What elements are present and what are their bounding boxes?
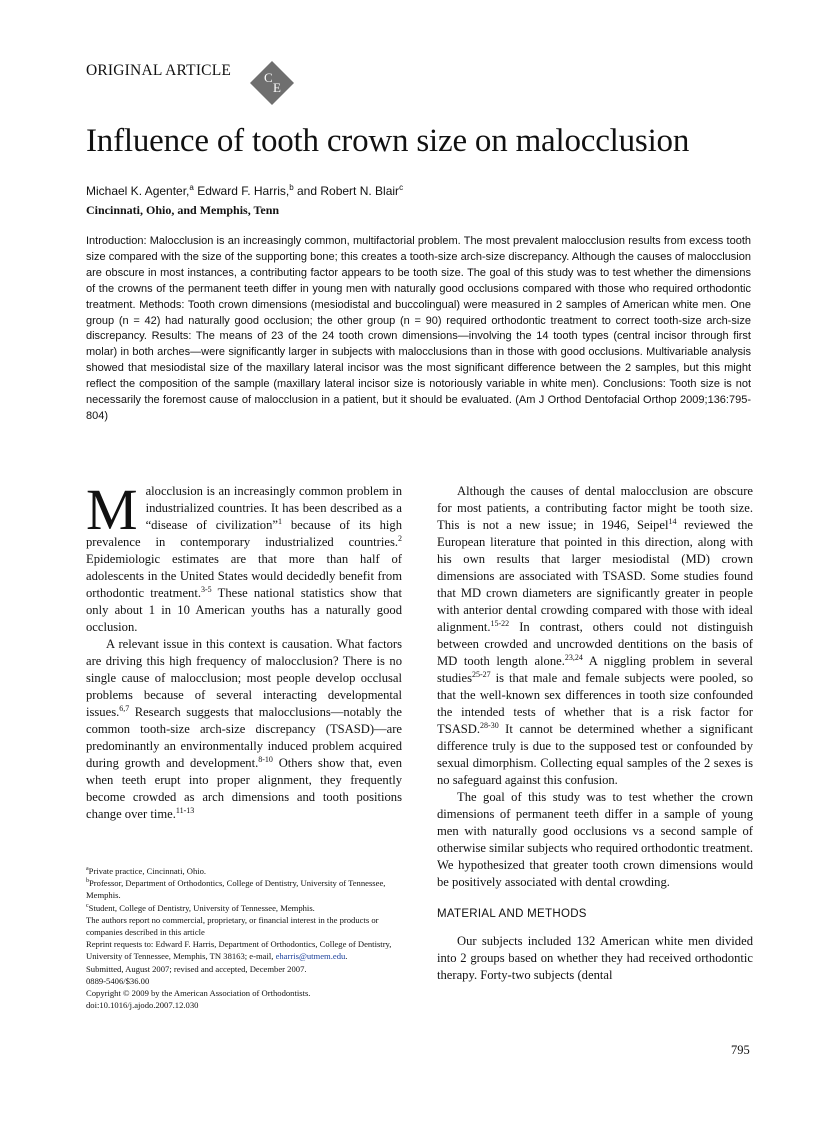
footnote-a: $^a$Private practice, Cincinnati, Ohio.	[86, 866, 207, 876]
citation-ref: 15-22	[490, 618, 510, 628]
author-affiliation-mark: a	[189, 183, 194, 192]
citation-ref: 14	[668, 516, 677, 526]
author-name: and Robert N. Blair	[293, 184, 400, 198]
citation-ref: 23,24	[564, 652, 583, 662]
disclosure-note: The authors report no commercial, proprietary, or financial interest in the products or companies described in this article	[86, 914, 379, 938]
intro-paragraph-2	[86, 636, 402, 823]
author-affiliation-mark: b	[289, 183, 294, 192]
submission-dates: Submitted, August 2007; revised and accepted, December 2007.	[86, 963, 307, 974]
page-number: 795	[731, 1043, 750, 1057]
badge-letter-e: E	[273, 80, 281, 95]
body-text-run: Epidemiologic estimates are that more than half of adolescents in the United States would decidedly benefit from orthodontic treatment.	[86, 552, 402, 600]
affiliation-footnotes	[86, 865, 402, 1011]
citation-ref: 3-5	[200, 584, 212, 594]
body-text-run: Others show that, even when teeth erupt into proper alignment, they frequently become crowded as arch dimensions and tooth positions change over time.	[86, 756, 402, 821]
citation-ref: 8-10	[258, 754, 273, 764]
section-label: ORIGINAL ARTICLE	[86, 62, 232, 79]
methods-paragraph-1	[437, 933, 753, 984]
issn-price: 0889-5406/$36.00	[86, 975, 150, 986]
author-email-link[interactable]: eharris@utmem.edu	[275, 951, 346, 962]
body-text-run: Although the causes of dental malocclusion are obscure for most patients, a contributing factor might be tooth size. This is not a new issue; in 1946, Seipel	[437, 484, 753, 532]
author-location: Cincinnati, Ohio, and Memphis, Tenn	[86, 203, 280, 217]
citation-ref: 28-30	[480, 720, 499, 730]
body-text-run: The goal of this study was to test whether the crown dimensions of permanent teeth differ in a sample of young men with naturally good occlusions vs a second sample of otherwise similar subjects who required orthodontic treatment. We hypothesized that greater tooth crown dimensions would be positively associated with dental crowding.	[437, 790, 753, 889]
author-name: Edward F. Harris,	[193, 184, 290, 198]
body-text-run: It cannot be determined whether a significant difference truly is due to the supposed test or confounded by sexual dimorphism. Collecting equal samples of the 2 sexes is no safeguard against this confusion.	[437, 722, 753, 787]
author-list	[86, 183, 403, 198]
body-text-run: In contrast, others could not distinguish between crowded and uncrowded dentitions on the basis of MD tooth length alone.	[437, 620, 753, 668]
article-title: Influence of tooth crown size on malocclusion	[86, 123, 690, 159]
intro-paragraph-1	[86, 477, 402, 636]
copyright-note: Copyright © 2009 by the American Association of Orthodontists.	[86, 988, 311, 999]
footnote-b: $^b$Professor, Department of Orthodontics, College of Dentistry, University of Tennessee, Memphis.	[86, 878, 386, 901]
citation-ref: 11-13	[175, 805, 195, 815]
body-text-run: is that male and female subjects were pooled, so that the well-known sex differences in tooth size confounded the intended tests of whether that is a risk factor for TSASD.	[437, 671, 753, 736]
section-heading-methods: MATERIAL AND METHODS	[437, 908, 587, 920]
body-text-run: A niggling problem in several studies	[437, 654, 753, 685]
body-text-run: These national statistics show that only about 1 in 10 American youths has a naturally good occlusion.	[86, 586, 402, 634]
intro-paragraph-4	[437, 789, 753, 891]
body-text-run: alocclusion is an increasingly common problem in industrialized countries. It has been described as a “disease of civilization”	[145, 484, 402, 532]
doi: doi:10.1016/j.ajodo.2007.12.030	[86, 1000, 199, 1011]
body-text-run: reviewed the European literature that pointed in this direction, along with his own results that larger mesiodistal (MD) crown dimensions are associated with TSASD. Some studies found that MD crown diameters are significantly greater in people with anterior dental crowding compared with those with ideal alignment.	[437, 518, 753, 634]
author-affiliation-mark: c	[399, 183, 404, 192]
author-name: Michael K. Agenter,	[86, 184, 190, 198]
intro-paragraph-3	[437, 483, 753, 789]
ce-continuing-education-badge	[249, 60, 295, 106]
abstract: Introduction: Malocclusion is an increasingly common, multifactorial problem. The most prevalent malocclusion results from excess tooth size compared with the size of the supporting bone; this creates a tooth-size arch-size discrepancy. Although the causes of malocclusion are obscure in most instances, a contributing factor appears to be tooth size. The goal of this study was to test whether the dimensions of the crowns of the permanent teeth differ in young men with naturally good occlusions compared with those who required orthodontic treatment. Methods: Tooth crown dimensions (mesiodistal and buccolingual) were measured in 2 samples of American white men. One group (n = 42) had naturally good occlusion; the other group (n = 90) required orthodontic treatment to correct tooth-size arch-size discrepancy. Results: The means of 23 of the 24 tooth crown dimensions—involving the 14 tooth types (central incisor through first molar) in both arches—were significantly larger in subjects with malocclusions than in those with good occlusions. Multivariable analysis showed that mesiodistal size of the maxillary lateral incisor was the most significant difference between the 2 samples, but this might reflect the composition of the sample (maxillary lateral incisor size is notoriously variable in white men). Conclusions: Tooth size is not necessarily the foremost cause of malocclusion in a patient, but it should be evaluated. (Am J Orthod Dentofacial Orthop 2009;136:795-804)	[86, 235, 751, 422]
citation-ref: 1	[277, 516, 282, 526]
reprint-note: Reprint requests to: Edward F. Harris, Department of Orthodontics, College of Dentistry, University of Tennessee, Memphis, TN 38163; e-mail, eharris@utmem.edu.	[86, 939, 392, 962]
citation-ref: 6,7	[119, 703, 130, 713]
body-text-run: Research suggests that malocclusions—notably the common tooth-size arch-size discrepancy (TSASD)—are predominantly an environmentally induced problem acquired during growth and development.	[86, 705, 402, 770]
citation-ref: 2	[398, 533, 402, 543]
body-column-left	[86, 477, 402, 823]
body-text-run: Our subjects included 132 American white men divided into 2 groups based on whether they had received orthodontic therapy. Forty-two subjects (dental	[437, 934, 753, 982]
drop-cap: M	[86, 477, 138, 542]
badge-letter-c: C	[264, 70, 273, 85]
body-column-right	[437, 483, 753, 984]
body-text-run: because of its high prevalence in contemporary industrialized countries.	[86, 518, 402, 549]
footnote-c: $^c$Student, College of Dentistry, University of Tennessee, Memphis.	[86, 902, 315, 913]
citation-ref: 25-27	[471, 669, 491, 679]
body-text-run: A relevant issue in this context is causation. What factors are driving this high frequency of malocclusion? There is no single cause of malocclusion; most people develop occlusal problems because of several interacting developmental issues.	[86, 637, 402, 719]
